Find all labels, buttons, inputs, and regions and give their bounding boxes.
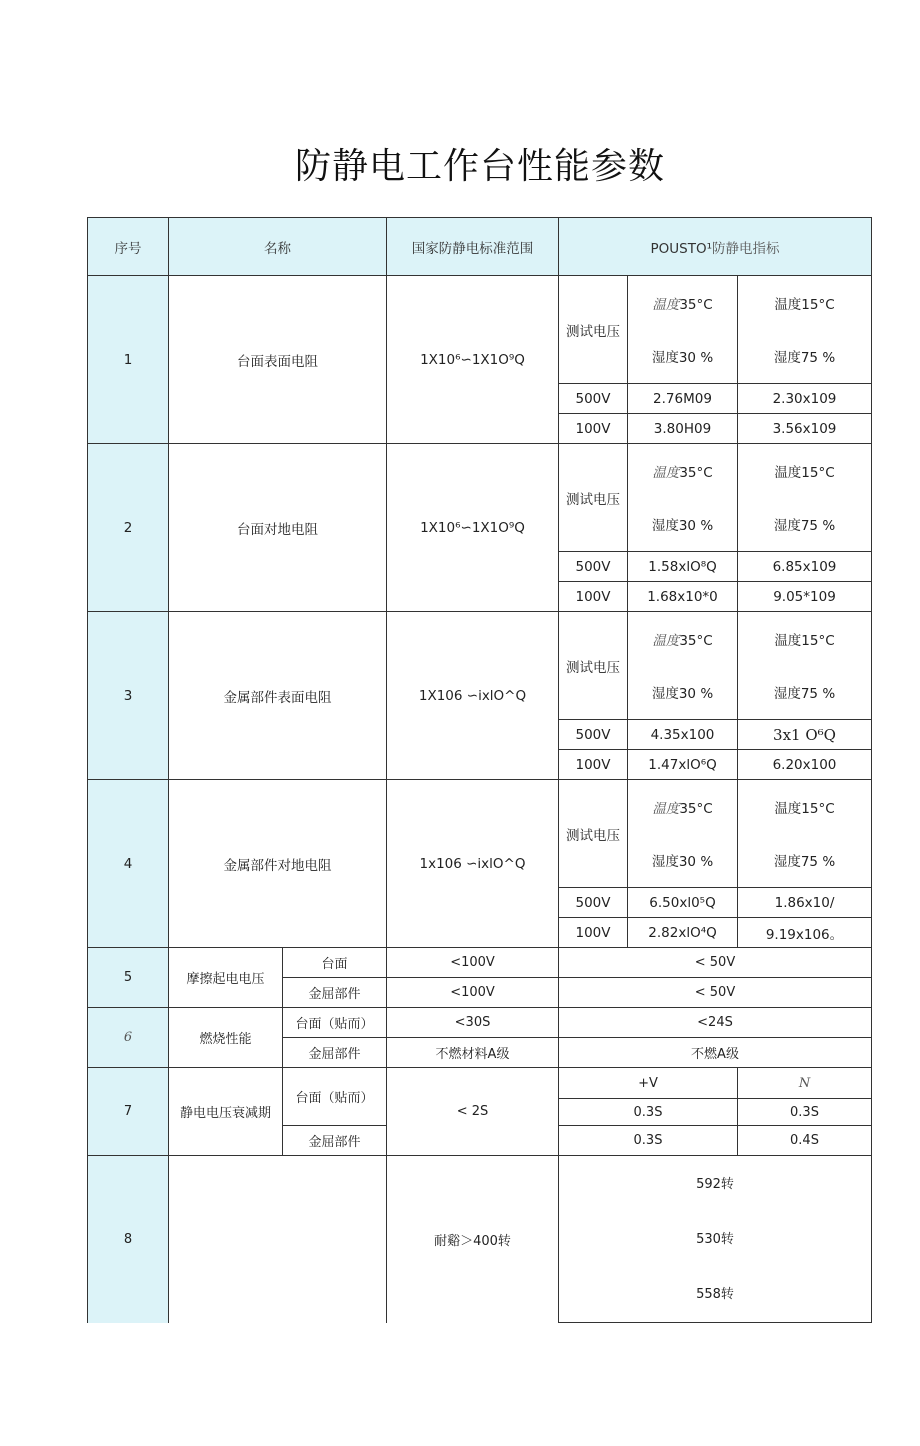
value-cell: 9.05*109: [738, 582, 872, 612]
sub-standard: <30S: [387, 1008, 559, 1038]
row-name: 台面对地电阻: [169, 444, 387, 612]
condition-humidity-75: 湿度75 %: [738, 666, 872, 720]
row-name: 摩擦起电电压: [169, 948, 283, 1008]
condition-temp-15: 温度15°C: [738, 780, 872, 834]
row-name: 金属部件表面电阻: [169, 612, 387, 780]
row-seq: 8: [88, 1156, 169, 1323]
header-name: 名称: [169, 218, 387, 276]
header-brand: [559, 218, 872, 276]
table-row: [88, 780, 872, 834]
value-cell: 3x1 O⁶Q: [738, 720, 872, 750]
row-seq: 7: [88, 1068, 169, 1156]
value-cell: 1.47xlO⁶Q: [628, 750, 738, 780]
condition-temp-15: 温度15°C: [738, 276, 872, 330]
sub-value: < 50V: [559, 978, 872, 1008]
value-cell: 0.4S: [738, 1126, 872, 1156]
value-cell: 3.80H09: [628, 414, 738, 444]
row-seq: 2: [88, 444, 169, 612]
table-row: [88, 1156, 872, 1323]
decay-col-b-label: N: [738, 1068, 872, 1099]
document-title: 防静电工作台性能参数: [294, 146, 665, 187]
table-row: [88, 948, 872, 978]
header-brand-label: 防静电指标: [712, 240, 780, 257]
header-standard: 国家防静电标准范围: [387, 218, 559, 276]
wear-values: [559, 1156, 872, 1323]
row-standard: 耐谿＞400转: [387, 1156, 559, 1323]
row-standard: 1x106 ∽ixlO^Q: [387, 780, 559, 948]
value-cell: 6.20x100: [738, 750, 872, 780]
sub-value: < 50V: [559, 948, 872, 978]
row-name: 静电电压衰减期: [169, 1068, 283, 1156]
row-standard: 1X10⁶∽1X1O⁹Q: [387, 444, 559, 612]
condition-temp-15: 温度15°C: [738, 444, 872, 498]
header-seq: 序号: [88, 218, 169, 276]
value-cell: 1.86x10/: [738, 888, 872, 918]
value-cell: 2.76M09: [628, 384, 738, 414]
value-cell: 1.68x10*0: [628, 582, 738, 612]
value-cell: 0.3S: [738, 1099, 872, 1126]
spec-table: [87, 217, 872, 1323]
test-voltage-label: 测试电压: [559, 780, 628, 888]
voltage-100-label: 100V: [559, 918, 628, 948]
voltage-100-label: 100V: [559, 582, 628, 612]
header-brand-code: POUSTO¹: [650, 240, 712, 257]
condition-humidity-75: 湿度75 %: [738, 330, 872, 384]
table-row: [88, 1068, 872, 1099]
sub-value: <24S: [559, 1008, 872, 1038]
table-header: [88, 218, 872, 276]
row-name: 台面表面电阻: [169, 276, 387, 444]
row-name: 燃烧性能: [169, 1008, 283, 1068]
condition-temp-35: 温度35°C: [628, 276, 738, 330]
row-seq: 5: [88, 948, 169, 1008]
table-row: [88, 276, 872, 330]
sub-standard: 不燃材料A级: [387, 1038, 559, 1068]
row-seq: 6: [88, 1008, 169, 1068]
table-row: [88, 1008, 872, 1038]
value-cell: 3.56x109: [738, 414, 872, 444]
wear-value: 530转: [696, 1231, 734, 1247]
row-name: [169, 1156, 387, 1323]
table-row: [88, 612, 872, 666]
wear-value: 558转: [696, 1286, 734, 1302]
sub-part: 台面（贴而）: [283, 1008, 387, 1038]
value-cell: 2.30x109: [738, 384, 872, 414]
row-seq: 1: [88, 276, 169, 444]
condition-temp-15: 温度15°C: [738, 612, 872, 666]
value-cell: 4.35x100: [628, 720, 738, 750]
sub-standard: <100V: [387, 978, 559, 1008]
row-standard: 1X106 ∽ixlO^Q: [387, 612, 559, 780]
voltage-500-label: 500V: [559, 384, 628, 414]
condition-humidity-30: 湿度30 %: [628, 330, 738, 384]
voltage-500-label: 500V: [559, 720, 628, 750]
row-seq: 4: [88, 780, 169, 948]
sub-part: 金屈部件: [283, 1126, 387, 1156]
condition-humidity-75: 湿度75 %: [738, 498, 872, 552]
row-standard: 1X10⁶∽1X1O⁹Q: [387, 276, 559, 444]
condition-temp-35: 温度35°C: [628, 444, 738, 498]
condition-humidity-30: 湿度30 %: [628, 666, 738, 720]
row-seq: 3: [88, 612, 169, 780]
voltage-500-label: 500V: [559, 888, 628, 918]
value-cell: 2.82xlO⁴Q: [628, 918, 738, 948]
decay-col-a-label: +V: [559, 1068, 738, 1099]
sub-value: 不燃A级: [559, 1038, 872, 1068]
condition-humidity-30: 湿度30 %: [628, 498, 738, 552]
sub-part: 金屈部件: [283, 1038, 387, 1068]
test-voltage-label: 测试电压: [559, 276, 628, 384]
value-cell: 6.85x109: [738, 552, 872, 582]
test-voltage-label: 测试电压: [559, 612, 628, 720]
value-cell: 9.19x106。: [738, 918, 872, 948]
row-name: 金属部件对地电阻: [169, 780, 387, 948]
table-row: [88, 444, 872, 498]
sub-part: 金屈部件: [283, 978, 387, 1008]
row-standard: < 2S: [387, 1068, 559, 1156]
value-cell: 1.58xlO⁸Q: [628, 552, 738, 582]
sub-part: 台面（贴而）: [283, 1068, 387, 1126]
condition-humidity-30: 湿度30 %: [628, 834, 738, 888]
voltage-100-label: 100V: [559, 750, 628, 780]
condition-temp-35: 温度35°C: [628, 780, 738, 834]
value-cell: 0.3S: [559, 1126, 738, 1156]
condition-temp-35: 温度35°C: [628, 612, 738, 666]
sub-standard: <100V: [387, 948, 559, 978]
condition-humidity-75: 湿度75 %: [738, 834, 872, 888]
value-cell: 6.50xl0⁵Q: [628, 888, 738, 918]
wear-value: 592转: [696, 1176, 734, 1192]
sub-part: 台面: [283, 948, 387, 978]
test-voltage-label: 测试电压: [559, 444, 628, 552]
voltage-100-label: 100V: [559, 414, 628, 444]
voltage-500-label: 500V: [559, 552, 628, 582]
value-cell: 0.3S: [559, 1099, 738, 1126]
